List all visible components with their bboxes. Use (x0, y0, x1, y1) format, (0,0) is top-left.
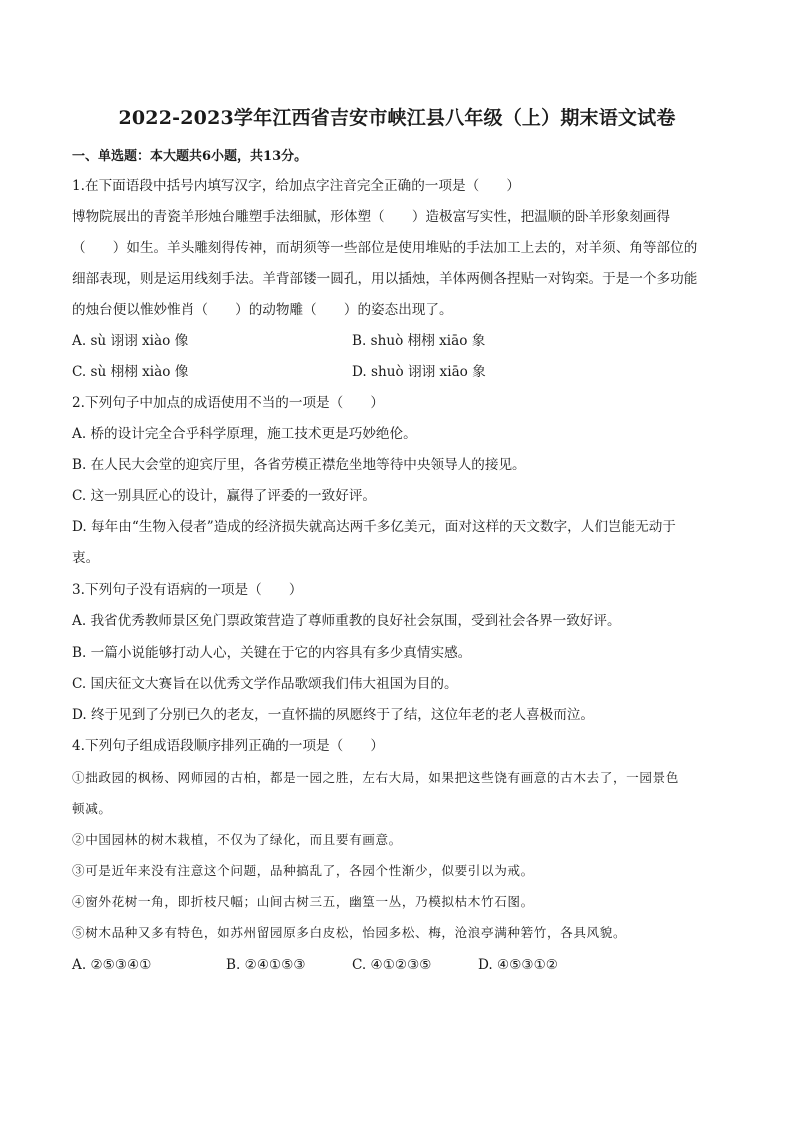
q4-stem: 4.下列句子组成语段顺序排列正确的一项是（ ） (72, 738, 385, 754)
q1-stem: 1.在下面语段中括号内填写汉字，给加点字注音完全正确的一项是（ ） (72, 178, 520, 194)
q2-option-b[interactable]: B. 在人民大会堂的迎宾厅里，各省劳模正襟危坐地等待中央领导人的接见。 (72, 457, 526, 473)
q1-passage-line: 细部表现，则是运用线刻手法。羊背部镂一圆孔，用以插烛，羊体两侧各捏贴一对钩栾。于是一个多功能 (72, 271, 698, 287)
q4-option-a[interactable]: A. ②⑤③④① (72, 957, 152, 973)
q2-option-d[interactable]: D. 每年由“生物入侵者”造成的经济损失就高达两千多亿美元，面对这样的天文数字，人们岂能无动于 (72, 519, 676, 535)
q2-option-a[interactable]: A. 桥的设计完全合乎科学原理，施工技术更是巧妙绝伦。 (72, 426, 417, 442)
q1-passage-line: （ ）如生。羊头雕刻得传神，而胡须等一些部位是使用堆贴的手法加工上去的，对羊须、角等部位的 (72, 240, 698, 256)
q1-option-b[interactable]: B. shuò 栩栩 xiāo 象 (352, 333, 486, 349)
q4-sentence: 顿减。 (72, 801, 112, 816)
q2-stem: 2.下列句子中加点的成语使用不当的一项是（ ） (72, 395, 385, 411)
q2-option-c[interactable]: C. 这一别具匠心的设计，赢得了评委的一致好评。 (72, 488, 377, 504)
q4-sentence: ⑤树木品种又多有特色，如苏州留园原多白皮松，怡园多松、梅，沧浪亭满种箬竹，各具风貌。 (72, 925, 627, 940)
section-heading: 一、单选题：本大题共6小题，共13分。 (72, 149, 308, 164)
q4-sentence: ③可是近年来没有注意这个问题，品种搞乱了，各园个性渐少，似要引以为戒。 (72, 863, 534, 878)
q4-option-b[interactable]: B. ②④①⑤③ (226, 957, 306, 973)
q3-option-b[interactable]: B. 一篇小说能够打动人心，关键在于它的内容具有多少真情实感。 (72, 645, 472, 661)
q4-sentence: ④窗外花树一角，即折枝尺幅；山间古树三五，幽篁一丛，乃模拟枯木竹石图。 (72, 894, 534, 909)
q4-option-d[interactable]: D. ④⑤③①② (478, 957, 558, 973)
q1-option-d[interactable]: D. shuò 诩诩 xiāo 象 (352, 364, 486, 380)
q4-sentence: ①拙政园的枫杨、网师园的古柏，都是一园之胜，左右大局，如果把这些饶有画意的古木去了，一园景色 (72, 770, 679, 785)
q1-passage-line: 的烛台便以惟妙惟肖（ ）的动物雕（ ）的姿态出现了。 (72, 302, 453, 318)
q3-option-c[interactable]: C. 国庆征文大赛旨在以优秀文学作品歌颂我们伟大祖国为目的。 (72, 676, 458, 692)
q4-option-c[interactable]: C. ④①②③⑤ (352, 957, 432, 973)
q1-passage-line: 博物院展出的青瓷羊形烛台雕塑手法细腻，形体塑（ ）造极富写实性，把温顺的卧羊形象刻画得 (72, 209, 671, 225)
q4-sentence: ②中国园林的树木栽植，不仅为了绿化，而且要有画意。 (72, 832, 402, 847)
q3-option-d[interactable]: D. 终于见到了分别已久的老友，一直怀揣的夙愿终于了结，这位年老的老人喜极而泣。 (72, 707, 595, 723)
q2-option-d-cont: 衷。 (72, 550, 100, 566)
q1-option-a[interactable]: A. sù 诩诩 xiào 像 (72, 333, 189, 349)
page-title: 2022-2023学年江西省吉安市峡江县八年级（上）期末语文试卷 (118, 107, 676, 129)
q3-option-a[interactable]: A. 我省优秀教师景区免门票政策营造了尊师重教的良好社会氛围，受到社会各界一致好评。 (72, 613, 621, 629)
q1-option-c[interactable]: C. sù 栩栩 xiào 像 (72, 364, 189, 380)
q3-stem: 3.下列句子没有语病的一项是（ ） (72, 582, 303, 598)
